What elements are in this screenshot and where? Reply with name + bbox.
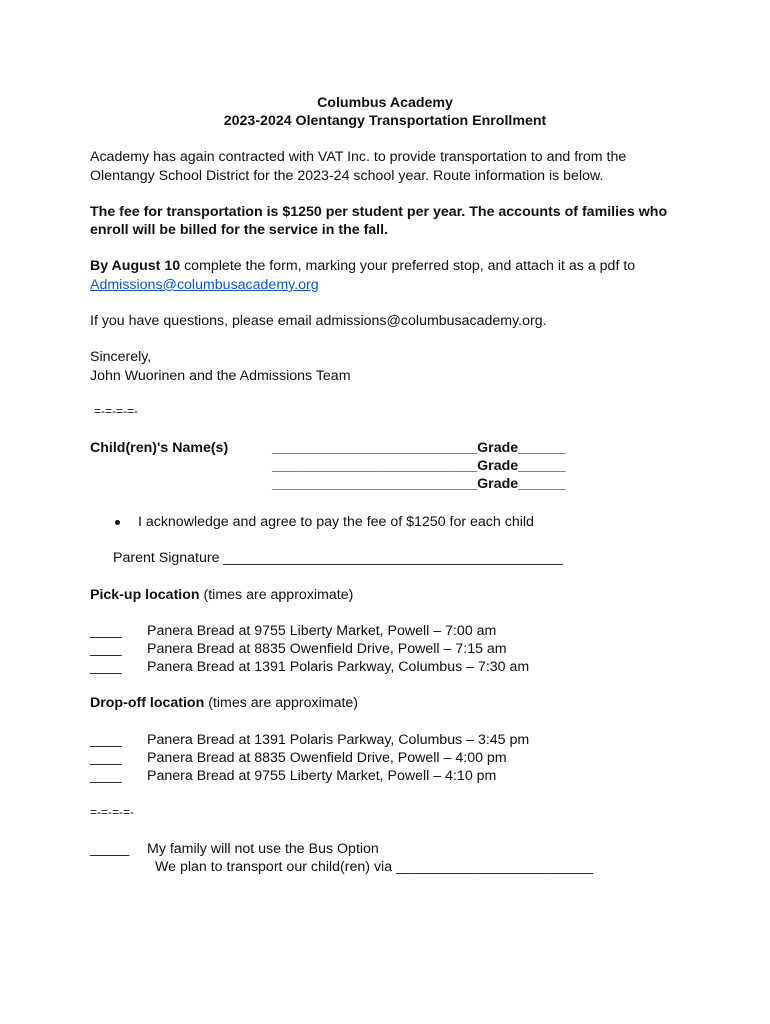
dropoff-note: (times are approximate): [204, 695, 359, 711]
dropoff-blank-1[interactable]: ____: [90, 732, 122, 748]
closing: Sincerely,: [90, 349, 152, 365]
pickup-heading: [90, 586, 353, 604]
signer: John Wuorinen and the Admissions Team: [90, 368, 351, 384]
intro-line-1: Academy has again contracted with VAT Inc. to provide transportation to and from the: [90, 149, 627, 165]
divider-1: =-=-=-=-: [94, 404, 139, 418]
child-row-1[interactable]: __________________________Grade______: [272, 440, 566, 456]
acknowledge-text: I acknowledge and agree to pay the fee of $1250 for each child: [137, 514, 534, 530]
dropoff-option-1: Panera Bread at 1391 Polaris Parkway, Columbus – 3:45 pm: [147, 732, 530, 748]
document-title: 2023-2024 Olentangy Transportation Enrollment: [223, 113, 547, 129]
pickup-note: (times are approximate): [199, 587, 354, 603]
intro-line-2: Olentangy School District for the 2023-24 school year. Route information is below.: [90, 168, 604, 184]
pickup-option-2: Panera Bread at 8835 Owenfield Drive, Powell – 7:15 am: [147, 641, 507, 657]
dropoff-heading: [90, 694, 358, 712]
questions-line: If you have questions, please email admissions@columbusacademy.org.: [90, 313, 547, 329]
children-label: Child(ren)'s Name(s): [90, 440, 229, 456]
fee-line-1: The fee for transportation is $1250 per student per year. The accounts of families who: [90, 204, 668, 220]
no-bus-blank[interactable]: _____: [90, 841, 130, 857]
pickup-option-1: Panera Bread at 9755 Liberty Market, Powell – 7:00 am: [147, 623, 497, 639]
deadline-date: By August 10: [90, 258, 181, 274]
no-bus-text: My family will not use the Bus Option: [147, 841, 379, 857]
divider-2: =-=-=-=-: [90, 805, 135, 819]
pickup-option-3: Panera Bread at 1391 Polaris Parkway, Columbus – 7:30 am: [147, 659, 530, 675]
bullet-icon: [115, 520, 120, 525]
dropoff-blank-3[interactable]: ____: [90, 768, 122, 784]
deadline-line: [90, 257, 635, 275]
dropoff-blank-2[interactable]: ____: [90, 750, 122, 766]
pickup-blank-2[interactable]: ____: [90, 641, 122, 657]
school-name: Columbus Academy: [317, 95, 453, 111]
pickup-label: Pick-up location: [90, 587, 200, 603]
transport-plan-field[interactable]: We plan to transport our child(ren) via _________________________: [155, 859, 594, 875]
child-row-3[interactable]: __________________________Grade______: [272, 476, 566, 492]
deadline-instructions: complete the form, marking your preferred stop, and attach it as a pdf to: [180, 258, 636, 274]
dropoff-option-3: Panera Bread at 9755 Liberty Market, Powell – 4:10 pm: [147, 768, 497, 784]
acknowledge-item: [115, 513, 534, 531]
child-row-2[interactable]: __________________________Grade______: [272, 458, 566, 474]
dropoff-option-2: Panera Bread at 8835 Owenfield Drive, Powell – 4:00 pm: [147, 750, 507, 766]
parent-signature-field[interactable]: Parent Signature ___________________________________________: [113, 550, 563, 566]
pickup-blank-1[interactable]: ____: [90, 623, 122, 639]
dropoff-label: Drop-off location: [90, 695, 205, 711]
pickup-blank-3[interactable]: ____: [90, 659, 122, 675]
admissions-email-link[interactable]: Admissions@columbusacademy.org: [90, 277, 319, 293]
fee-line-2: enroll will be billed for the service in the fall.: [90, 222, 389, 238]
